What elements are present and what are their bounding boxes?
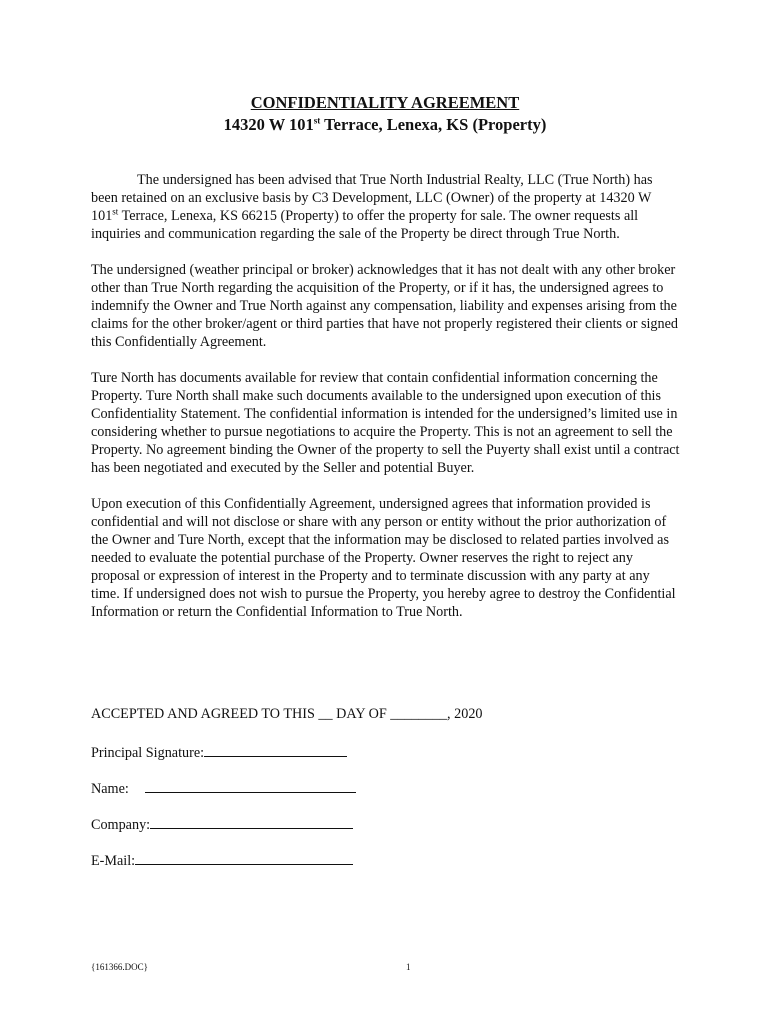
- name-label: Name:: [91, 781, 129, 797]
- company-field[interactable]: [91, 814, 353, 834]
- email-label: E-Mail:: [91, 853, 136, 869]
- paragraph-4: Upon execution of this Confidentially Agreement, undersigned agrees that information provided is confidential and will not disclose or share with any person or entity without the prior authorization of the Owner and Ture North, except that the information may be disclosed to related parties involved as needed to evaluate the potential purchase of the Property. Owner reserves the right to reject any proposal or expression of interest in the Property and to terminate discussion with any party at any time. If undersigned does not wish to pursue the Property, you hereby agree to destroy the Confidential Information or return the Confidential Information to True North.: [91, 496, 676, 620]
- paragraph-1-text-b: Terrace, Lenexa, KS 66215 (Property) to offer the property for sale. The owner requests all inquiries and communication regarding the sale of the Property be direct through True North.: [91, 208, 639, 242]
- paragraph-1: [91, 171, 681, 243]
- paragraph-2: The undersigned (weather principal or broker) acknowledges that it has not dealt with any other broker other than True North regarding the acquisition of the Property, or if it has, the undersigned agrees to indemnify the Owner and True North against any compensation, liability and expenses arising from the claims for the other broker/agent or third parties that have not properly registered their clients or signed this Confidentially Agreement.: [91, 262, 679, 350]
- company-label: Company:: [91, 817, 151, 833]
- page-number: 1: [406, 962, 411, 972]
- title-address: 14320 W 101: [223, 115, 314, 134]
- paragraph-1-ordinal: st: [112, 206, 119, 217]
- agreement-body: [91, 171, 681, 639]
- company-line[interactable]: [150, 814, 353, 829]
- name-field[interactable]: [91, 778, 356, 798]
- title-address-rest: Terrace, Lenexa, KS (Property): [320, 115, 547, 134]
- acceptance-line: ACCEPTED AND AGREED TO THIS __ DAY OF ________, 2020: [91, 706, 483, 722]
- title-heading: CONFIDENTIALITY AGREEMENT: [250, 93, 520, 112]
- document-title: [0, 92, 770, 136]
- principal-signature-line[interactable]: [204, 742, 347, 757]
- email-field[interactable]: [91, 850, 353, 870]
- name-line[interactable]: [145, 778, 356, 793]
- document-id: {161366.DOC}: [91, 962, 148, 972]
- paragraph-3: Ture North has documents available for review that contain confidential information concerning the Property. Ture North shall make such documents available to the undersigned upon execution of this Confidentiality Statement. The confidential information is intended for the undersigned’s limited use in considering whether to pursue negotiations to acquire the Property. This is not an agreement to sell the Property. No agreement binding the Owner of the property to sell the Puyerty shall exist until a contract has been negotiated and executed by the Seller and potential Buyer.: [91, 370, 680, 476]
- title-ordinal: st: [313, 115, 321, 126]
- principal-signature-field[interactable]: [91, 742, 347, 762]
- email-line[interactable]: [135, 850, 353, 865]
- principal-signature-label: Principal Signature:: [91, 745, 205, 761]
- title-property-line: [0, 114, 770, 136]
- paragraph-1-text-a: The undersigned has been advised that True North Industrial Realty, LLC (True North) has been retained on an exclusive basis by C3 Development, LLC (Owner) of the property at 14320 W 101: [91, 172, 653, 224]
